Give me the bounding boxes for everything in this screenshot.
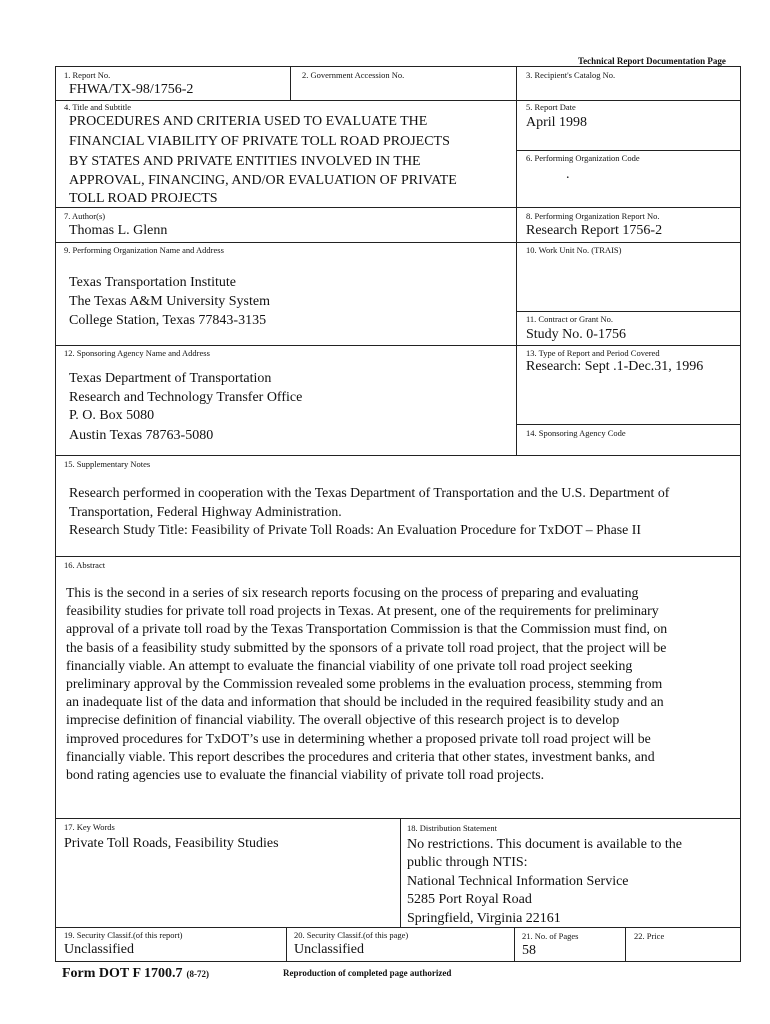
abstract-line: preliminary approval by the Commission revealed some problems in the evaluation process, stemming from — [66, 676, 663, 692]
sponsor-line: Austin Texas 78763-5080 — [69, 428, 214, 443]
distribution-line: No restrictions. This document is available to the — [407, 837, 683, 852]
divider — [400, 818, 401, 927]
reproduction-note: Reproduction of completed page authorized — [283, 968, 452, 978]
sponsor-label: 12. Sponsoring Agency Name and Address — [64, 348, 210, 358]
distribution-line: 5285 Port Royal Road — [407, 892, 532, 907]
title-line: BY STATES AND PRIVATE ENTITIES INVOLVED IN THE — [69, 154, 421, 169]
abstract-line: approval of a private toll road by the Texas Transportation Commission is that the Commission must find, on — [66, 621, 668, 637]
divider — [55, 345, 741, 346]
divider — [55, 100, 741, 101]
abstract-label: 16. Abstract — [64, 560, 106, 570]
title-line: PROCEDURES AND CRITERIA USED TO EVALUATE THE — [69, 114, 428, 129]
supplementary-line: Transportation, Federal Highway Administration. — [69, 504, 342, 519]
work-unit-label: 10. Work Unit No. (TRAIS) — [526, 245, 622, 255]
gov-accession-label: 2. Government Accession No. — [302, 70, 405, 80]
abstract-line: feasibility studies for private toll road projects in Texas. At present, one of the requirements for preliminary — [66, 603, 659, 619]
sponsor-line: P. O. Box 5080 — [69, 408, 155, 423]
key-words-label: 17. Key Words — [64, 822, 115, 832]
divider — [55, 818, 741, 819]
perf-org-report-value: Research Report 1756-2 — [526, 223, 663, 238]
abstract-body — [66, 584, 738, 784]
divider — [286, 927, 287, 962]
key-words-value: Private Toll Roads, Feasibility Studies — [64, 836, 279, 851]
title-line: FINANCIAL VIABILITY OF PRIVATE TOLL ROAD PROJECTS — [69, 134, 450, 149]
authors-value: Thomas L. Glenn — [69, 223, 168, 238]
catalog-no-label: 3. Recipient's Catalog No. — [526, 70, 616, 80]
report-no-value: FHWA/TX-98/1756-2 — [69, 82, 194, 97]
abstract-line: imprecise definition of financial viability. The overall objective of this research project is to develop — [66, 712, 620, 728]
abstract-line: improved procedures for TxDOT’s use in determining whether a proposed private toll road project will be — [66, 730, 651, 746]
divider — [55, 455, 741, 456]
security-report-label: 19. Security Classif.(of this report) — [64, 930, 183, 940]
abstract-line: an inadequate list of the data and information that should be included in the required feasibility study and an — [66, 694, 664, 710]
perf-org-name-label: 9. Performing Organization Name and Address — [64, 245, 224, 255]
title-label: 4. Title and Subtitle — [64, 102, 132, 112]
report-type-label: 13. Type of Report and Period Covered — [526, 348, 660, 358]
divider — [516, 311, 741, 312]
security-page-value: Unclassified — [294, 942, 364, 957]
divider — [514, 927, 515, 962]
distribution-line: public through NTIS: — [407, 855, 528, 870]
perf-org-code-value: . — [566, 167, 570, 182]
page-header-title: Technical Report Documentation Page — [578, 56, 726, 66]
divider — [55, 556, 741, 557]
perf-org-report-label: 8. Performing Organization Report No. — [526, 211, 660, 221]
supplementary-label: 15. Supplementary Notes — [64, 459, 151, 469]
supplementary-line: Research Study Title: Feasibility of Private Toll Roads: An Evaluation Procedure for TxDOT – Phase II — [69, 522, 641, 537]
divider — [625, 927, 626, 962]
authors-label: 7. Author(s) — [64, 211, 106, 221]
security-report-value: Unclassified — [64, 942, 134, 957]
abstract-line: This is the second in a series of six research reports focusing on the process of preparing and evaluating — [66, 585, 639, 600]
distribution-line: Springfield, Virginia 22161 — [407, 911, 561, 926]
price-label: 22. Price — [634, 931, 665, 941]
divider — [516, 66, 517, 455]
form-code: (8-72) — [186, 969, 210, 979]
abstract-line: the basis of a feasibility study submitted by the sponsors of a private toll road project, that the project will be — [66, 639, 667, 655]
perf-org-line: Texas Transportation Institute — [69, 275, 237, 290]
perf-org-code-label: 6. Performing Organization Code — [526, 153, 640, 163]
title-line: APPROVAL, FINANCING, AND/OR EVALUATION OF PRIVATE — [69, 173, 457, 188]
sponsor-line: Texas Department of Transportation — [69, 371, 272, 386]
sponsor-code-label: 14. Sponsoring Agency Code — [526, 428, 626, 438]
report-date-label: 5. Report Date — [526, 102, 576, 112]
abstract-line: financially viable. This report describes the procedures and criteria that other states, investment banks, and — [66, 748, 655, 764]
report-date-value: April 1998 — [526, 115, 588, 130]
distribution-line: National Technical Information Service — [407, 874, 629, 889]
form-id — [62, 964, 209, 982]
abstract-line: bond rating agencies use to evaluate the financial viability of private toll road projects. — [66, 767, 545, 783]
divider — [290, 66, 291, 100]
abstract-line: financially viable. An attempt to evaluate the financial viability of one private toll road project seeking — [66, 657, 633, 673]
contract-value: Study No. 0-1756 — [526, 327, 626, 342]
num-pages-label: 21. No. of Pages — [522, 931, 579, 941]
perf-org-line: The Texas A&M University System — [69, 294, 270, 309]
security-page-label: 20. Security Classif.(of this page) — [294, 930, 409, 940]
report-no-label: 1. Report No. — [64, 70, 111, 80]
divider — [55, 927, 741, 928]
distribution-label: 18. Distribution Statement — [407, 823, 497, 833]
divider — [55, 242, 741, 243]
divider — [516, 424, 741, 425]
title-line: TOLL ROAD PROJECTS — [69, 191, 218, 206]
contract-label: 11. Contract or Grant No. — [526, 314, 614, 324]
divider — [516, 150, 741, 151]
num-pages-value: 58 — [522, 943, 536, 958]
form-number: Form DOT F 1700.7 — [62, 966, 183, 981]
sponsor-line: Research and Technology Transfer Office — [69, 390, 303, 405]
report-type-value: Research: Sept .1-Dec.31, 1996 — [526, 359, 704, 374]
supplementary-line: Research performed in cooperation with the Texas Department of Transportation and the U.S. Department of — [69, 485, 670, 500]
perf-org-line: College Station, Texas 77843-3135 — [69, 313, 267, 328]
